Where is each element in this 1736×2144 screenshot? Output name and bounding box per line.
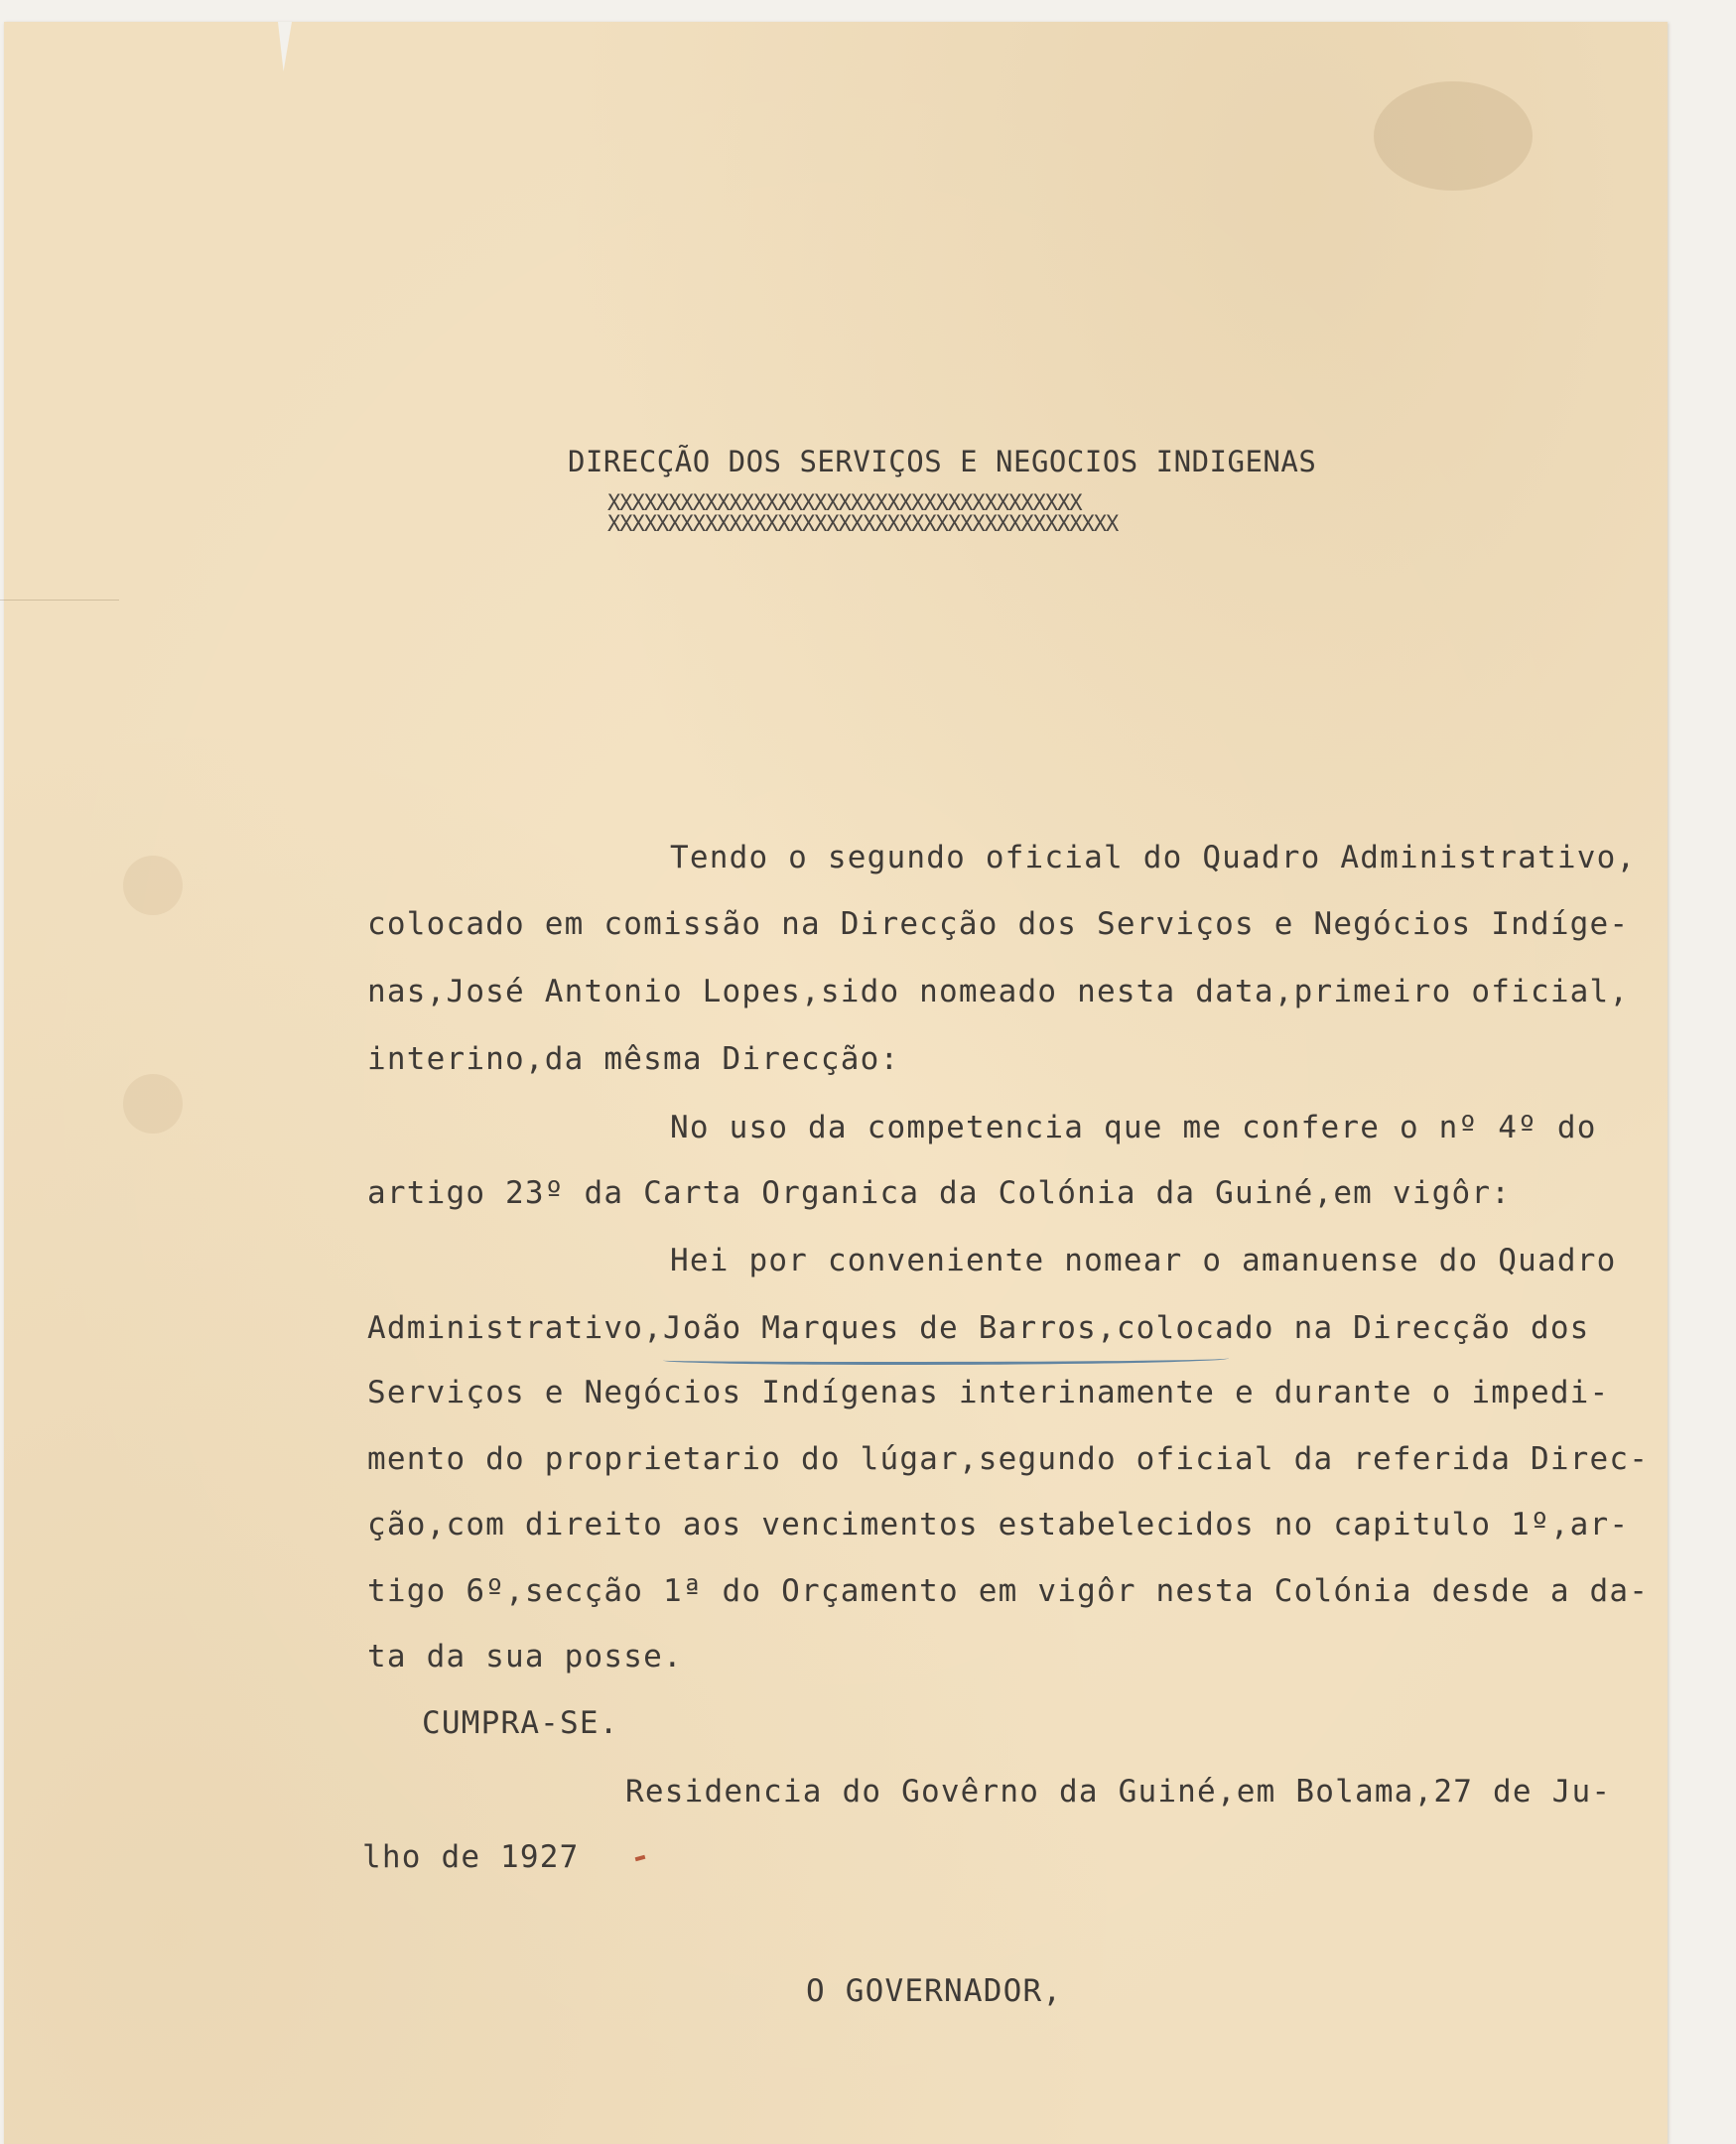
strikeout-line: XXXXXXXXXXXXXXXXXXXXXXXXXXXXXXXXXXXXXXXXXX <box>607 512 1119 537</box>
paragraph-line: colocado em comissão na Direcção dos Serviços e Negócios Indíge- <box>367 906 1630 942</box>
fold-line <box>0 600 119 601</box>
place-date-line: lho de 1927 <box>362 1839 580 1875</box>
place-date-line: Residencia do Govêrno da Guiné,em Bolama,27 de Ju- <box>625 1774 1612 1809</box>
document-heading: DIRECÇÃO DOS SERVIÇOS E NEGOCIOS INDIGENAS <box>568 445 1317 478</box>
paragraph-line: ta da sua posse. <box>367 1639 683 1675</box>
paper-sheet <box>4 22 1668 2144</box>
paragraph-line: nas,José Antonio Lopes,sido nomeado nesta data,primeiro oficial, <box>367 974 1630 1009</box>
paragraph-line: mento do proprietario do lúgar,segundo oficial da referida Direc- <box>367 1441 1650 1477</box>
signature-title: O GOVERNADOR, <box>806 1973 1063 2009</box>
closing-formula: CUMPRA-SE. <box>422 1705 619 1741</box>
paragraph-line: No uso da competencia que me confere o nº 4º do <box>670 1110 1597 1145</box>
paragraph-line: Serviços e Negócios Indígenas interinamente e durante o impedi- <box>367 1375 1610 1410</box>
paragraph-line: Tendo o segundo oficial do Quadro Administrativo, <box>670 840 1637 875</box>
paragraph-line: interino,da mêsma Direcção: <box>367 1041 900 1077</box>
paragraph-line: tigo 6º,secção 1ª do Orçamento em vigôr nesta Colónia desde a da- <box>367 1573 1650 1609</box>
paragraph-line: artigo 23º da Carta Organica da Colónia da Guiné,em vigôr: <box>367 1175 1512 1211</box>
stain <box>1374 81 1533 191</box>
stain <box>123 1074 183 1134</box>
paragraph-line: Administrativo,João Marques de Barros,colocado na Direcção dos <box>367 1310 1590 1346</box>
stain <box>123 856 183 915</box>
paragraph-line: ção,com direito aos vencimentos estabelecidos no capitulo 1º,ar- <box>367 1507 1630 1542</box>
strikeout-line: XXXXXXXXXXXXXXXXXXXXXXXXXXXXXXXXXXXXXXX <box>607 491 1082 516</box>
paragraph-line: Hei por conveniente nomear o amanuense do Quadro <box>670 1243 1617 1278</box>
